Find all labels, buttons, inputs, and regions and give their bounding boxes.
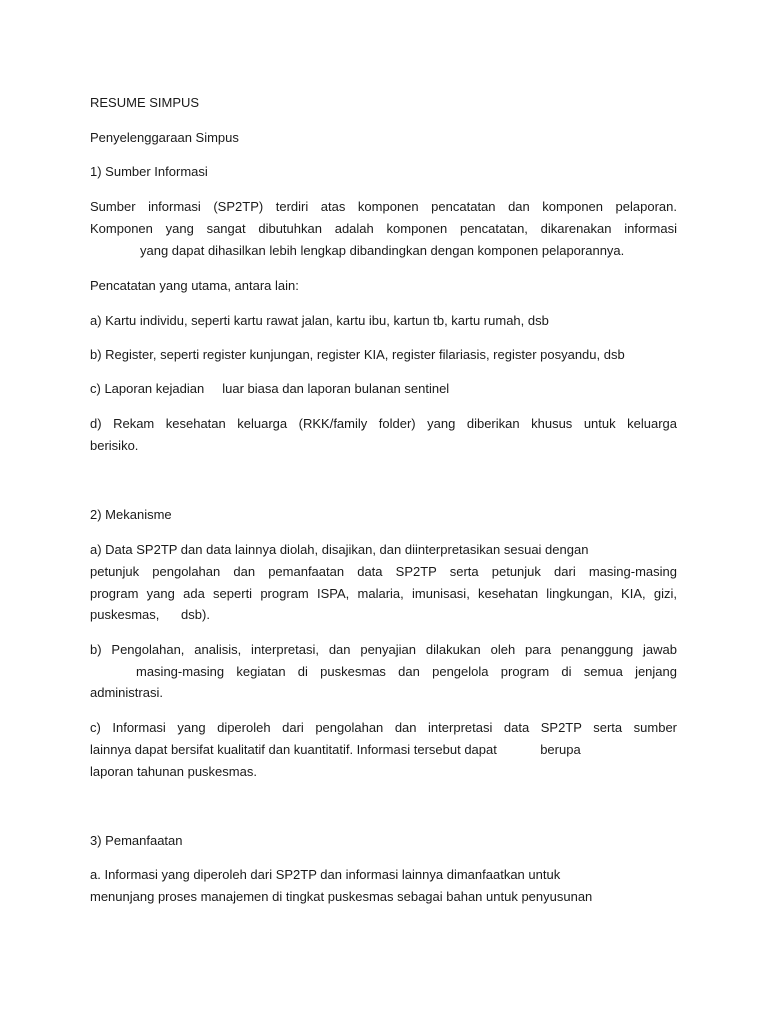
section-1-paragraph-line: Komponen yang sangat dibutuhkan adalah komponen pencatatan, dikarenakan informasi: [90, 221, 677, 236]
section-3-heading: 3) Pemanfaatan: [90, 833, 183, 848]
section-2-item-b-line: administrasi.: [90, 685, 163, 700]
list-item-a: a) Kartu individu, seperti kartu rawat jalan, kartu ibu, kartun tb, kartu rumah, dsb: [90, 313, 549, 328]
list-item-c: c) Laporan kejadian luar biasa dan laporan bulanan sentinel: [90, 381, 450, 396]
section-2-item-a-line: a) Data SP2TP dan data lainnya diolah, disajikan, dan diinterpretasikan sesuai dengan: [90, 542, 589, 557]
section-1-paragraph-line: yang dapat dihasilkan lebih lengkap dibandingkan dengan komponen pelaporannya.: [140, 243, 625, 258]
document-subtitle: Penyelenggaraan Simpus: [90, 130, 239, 145]
section-2-item-a-line: program yang ada seperti program ISPA, malaria, imunisasi, kesehatan lingkungan, KIA, gizi,: [90, 586, 677, 601]
section-2-item-c-line: laporan tahunan puskesmas.: [90, 764, 257, 779]
section-2-item-b-line: b) Pengolahan, analisis, interpretasi, dan penyajian dilakukan oleh para penanggung jawab: [90, 642, 677, 657]
list-item-d-line: berisiko.: [90, 438, 139, 453]
list-item-b: b) Register, seperti register kunjungan, register KIA, register filariasis, register posyandu, dsb: [90, 347, 625, 362]
section-2-item-c-line: c) Informasi yang diperoleh dari pengolahan dan interpretasi data SP2TP serta sumber: [90, 720, 677, 735]
section-2-item-a-line: puskesmas, dsb).: [90, 607, 210, 622]
document-title: RESUME SIMPUS: [90, 95, 200, 110]
section-1-intro: Pencatatan yang utama, antara lain:: [90, 278, 299, 293]
section-1-paragraph-line: Sumber informasi (SP2TP) terdiri atas komponen pencatatan dan komponen pelaporan.: [90, 199, 677, 214]
section-3-item-a-line: menunjang proses manajemen di tingkat puskesmas sebagai bahan untuk penyusunan: [90, 889, 593, 904]
section-2-item-b-line: masing-masing kegiatan di puskesmas dan pengelola program di semua jenjang: [136, 664, 677, 679]
section-2-item-c-line: lainnya dapat bersifat kualitatif dan kuantitatif. Informasi tersebut dapat berupa: [90, 742, 581, 757]
list-item-d-line: d) Rekam kesehatan keluarga (RKK/family folder) yang diberikan khusus untuk keluarga: [90, 416, 677, 431]
section-1-heading: 1) Sumber Informasi: [90, 164, 208, 179]
section-3-item-a-line: a. Informasi yang diperoleh dari SP2TP dan informasi lainnya dimanfaatkan untuk: [90, 867, 561, 882]
section-2-item-a-line: petunjuk pengolahan dan pemanfaatan data SP2TP serta petunjuk dari masing-masing: [90, 564, 677, 579]
section-2-heading: 2) Mekanisme: [90, 507, 172, 522]
